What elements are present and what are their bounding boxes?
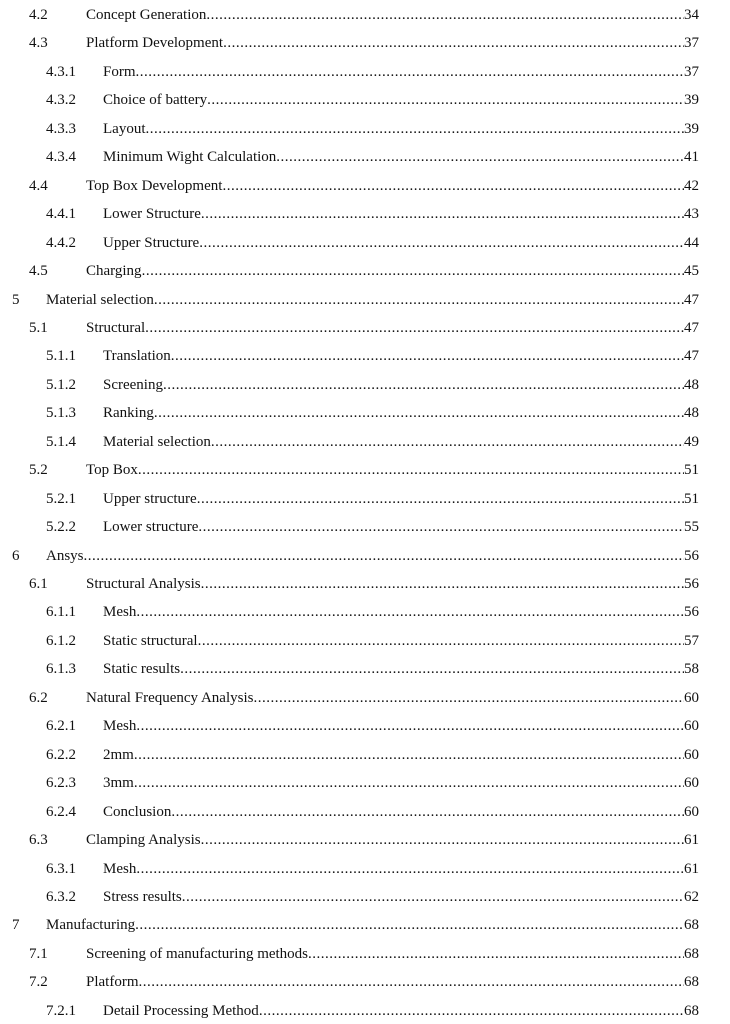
toc-entry-line xyxy=(103,715,699,737)
toc-entry-page-number: 39 xyxy=(684,92,699,109)
toc-entry-page-number: 47 xyxy=(684,319,699,336)
toc-entry-page-number: 51 xyxy=(684,490,699,507)
toc-entry-line xyxy=(103,516,699,538)
toc-entry-page-number: 56 xyxy=(684,576,699,592)
dot-leader xyxy=(145,317,684,339)
toc-entry-line xyxy=(103,801,699,823)
toc-entry[interactable] xyxy=(0,175,730,197)
toc-entry-number: 6.1.3 xyxy=(46,661,76,678)
toc-entry-page-number: 34 xyxy=(684,7,699,23)
toc-entry[interactable] xyxy=(0,943,730,965)
toc-entry-line xyxy=(86,175,699,197)
dot-leader xyxy=(135,914,684,936)
toc-entry-page-number: 47 xyxy=(684,291,699,308)
toc-entry-title[interactable]: Minimum Wight Calculation xyxy=(103,149,277,166)
toc-entry-title[interactable]: Structural Analysis xyxy=(86,576,201,592)
dot-leader xyxy=(171,345,684,367)
dot-leader xyxy=(138,459,684,481)
toc-entry-title[interactable]: Translation xyxy=(103,348,171,365)
toc-entry-page-number: 39 xyxy=(684,120,699,137)
toc-entry-line xyxy=(86,943,699,965)
dot-leader xyxy=(211,431,684,453)
toc-entry-title[interactable]: Conclusion xyxy=(103,803,172,820)
toc-entry[interactable] xyxy=(0,601,730,623)
toc-entry-number: 7.2 xyxy=(29,974,48,991)
toc-entry[interactable] xyxy=(0,829,730,851)
toc-entry-number: 6.3.1 xyxy=(46,860,76,877)
toc-entry-page-number: 45 xyxy=(684,263,699,280)
toc-entry[interactable] xyxy=(0,545,730,567)
toc-entry[interactable] xyxy=(0,687,730,709)
toc-entry-line xyxy=(86,573,699,595)
dot-leader xyxy=(136,858,684,880)
dot-leader xyxy=(136,61,684,83)
toc-entry-number: 6.2.3 xyxy=(46,775,76,792)
toc-entry-title[interactable]: Mesh xyxy=(103,860,137,877)
toc-entry-line xyxy=(86,317,699,339)
dot-leader xyxy=(222,175,684,197)
toc-entry-line xyxy=(103,402,699,424)
toc-entry-title[interactable]: Ansys xyxy=(46,547,84,564)
dot-leader xyxy=(259,1000,684,1022)
toc-entry-number: 5.1.2 xyxy=(46,376,76,393)
toc-entry-page-number: 58 xyxy=(684,661,699,678)
toc-entry-page-number: 48 xyxy=(684,405,699,422)
toc-entry-page-number: 62 xyxy=(684,888,699,905)
dot-leader xyxy=(276,146,684,168)
toc-entry-title[interactable]: Lower structure xyxy=(103,519,199,536)
toc-entry-page-number: 60 xyxy=(684,718,699,735)
toc-entry-page-number: 48 xyxy=(684,376,699,393)
toc-entry-number: 5.2.1 xyxy=(46,490,76,507)
toc-entry-title[interactable]: 3mm xyxy=(103,775,134,792)
dot-leader xyxy=(134,772,684,794)
toc-entry-line xyxy=(86,4,699,26)
toc-entry-number: 4.4 xyxy=(29,177,48,194)
toc-entry-line xyxy=(103,488,699,510)
dot-leader xyxy=(154,289,684,311)
toc-entry-line xyxy=(103,89,699,111)
toc-entry-number: 6.2.4 xyxy=(46,803,76,820)
toc-entry-page-number: 68 xyxy=(684,974,699,991)
toc-entry[interactable] xyxy=(0,516,730,538)
dot-leader xyxy=(201,829,684,851)
toc-entry[interactable] xyxy=(0,203,730,225)
toc-entry[interactable] xyxy=(0,260,730,282)
toc-entry[interactable] xyxy=(0,118,730,140)
toc-entry[interactable] xyxy=(0,89,730,111)
dot-leader xyxy=(180,658,684,680)
toc-entry[interactable] xyxy=(0,886,730,908)
toc-entry-title[interactable]: Ranking xyxy=(103,405,154,422)
toc-entry-number: 4.2 xyxy=(29,7,48,23)
toc-entry-line xyxy=(103,630,699,652)
toc-entry-line xyxy=(103,744,699,766)
toc-entry-line xyxy=(103,374,699,396)
toc-entry-title[interactable]: Screening xyxy=(103,376,163,393)
toc-entry-page-number: 68 xyxy=(684,917,699,934)
toc-entry-title[interactable]: Natural Frequency Analysis xyxy=(86,689,254,706)
toc-entry-number: 6.3.2 xyxy=(46,888,76,905)
toc-entry-line xyxy=(103,601,699,623)
toc-entry-number: 7.1 xyxy=(29,945,48,962)
toc-entry-line xyxy=(103,772,699,794)
toc-entry-title[interactable]: Lower Structure xyxy=(103,206,201,223)
toc-entry-title[interactable]: Layout xyxy=(103,120,146,137)
toc-entry-line xyxy=(103,431,699,453)
toc-entry-page-number: 55 xyxy=(684,519,699,536)
toc-entry-page-number: 41 xyxy=(684,149,699,166)
toc-entry-title[interactable]: Choice of battery xyxy=(103,92,208,109)
toc-entry-line xyxy=(86,260,699,282)
toc-entry[interactable] xyxy=(0,772,730,794)
toc-entry-page-number: 60 xyxy=(684,775,699,792)
dot-leader xyxy=(182,886,684,908)
dot-leader xyxy=(154,402,684,424)
toc-entry-number: 4.3.1 xyxy=(46,63,76,80)
dot-leader xyxy=(199,232,684,254)
toc-entry[interactable] xyxy=(0,971,730,993)
toc-entry-page-number: 49 xyxy=(684,433,699,450)
toc-entry[interactable] xyxy=(0,146,730,168)
toc-entry-title[interactable]: Static structural xyxy=(103,632,198,649)
toc-entry-page-number: 47 xyxy=(684,348,699,365)
toc-entry[interactable] xyxy=(0,573,730,595)
dot-leader xyxy=(308,943,684,965)
toc-entry-title[interactable]: Upper Structure xyxy=(103,234,200,251)
toc-entry-number: 4.4.2 xyxy=(46,234,76,251)
dot-leader xyxy=(223,32,684,54)
dot-leader xyxy=(136,601,684,623)
toc-entry[interactable] xyxy=(0,744,730,766)
toc-entry-line xyxy=(103,61,699,83)
toc-entry-line xyxy=(46,545,699,567)
toc-entry-title[interactable]: Platform Development xyxy=(86,35,224,52)
dot-leader xyxy=(198,516,684,538)
dot-leader xyxy=(253,687,684,709)
toc-entry[interactable] xyxy=(0,232,730,254)
toc-entry-title[interactable]: 2mm xyxy=(103,746,134,763)
dot-leader xyxy=(198,630,684,652)
toc-entry-number: 7.2.1 xyxy=(46,1002,76,1019)
toc-entry-page-number: 68 xyxy=(684,1002,699,1019)
toc-entry-number: 6 xyxy=(12,547,20,564)
toc-entry-title[interactable]: Material selection xyxy=(46,291,154,308)
toc-entry-page-number: 51 xyxy=(684,462,699,479)
toc-entry-line xyxy=(103,203,699,225)
toc-entry-page-number: 37 xyxy=(684,35,699,52)
toc-entry-page-number: 57 xyxy=(684,632,699,649)
toc-entry-page-number: 61 xyxy=(684,860,699,877)
toc-entry-page-number: 60 xyxy=(684,803,699,820)
toc-entry[interactable] xyxy=(0,858,730,880)
toc-entry-title[interactable]: Charging xyxy=(86,263,142,280)
toc-entry-title[interactable]: Detail Processing Method xyxy=(103,1002,259,1019)
toc-entry[interactable] xyxy=(0,317,730,339)
toc-entry-line xyxy=(86,971,699,993)
toc-entry[interactable] xyxy=(0,374,730,396)
toc-entry-page-number: 60 xyxy=(684,746,699,763)
toc-entry-page-number: 37 xyxy=(684,63,699,80)
toc-entry-title[interactable]: Concept Generation xyxy=(86,7,207,23)
toc-entry-page-number: 43 xyxy=(684,206,699,223)
toc-entry-page-number: 44 xyxy=(684,234,699,251)
toc-entry[interactable] xyxy=(0,658,730,680)
toc-entry-line xyxy=(86,32,699,54)
toc-entry-line xyxy=(46,914,699,936)
toc-entry-page-number: 68 xyxy=(684,945,699,962)
dot-leader xyxy=(134,744,684,766)
toc-entry-title[interactable]: Stress results xyxy=(103,888,182,905)
dot-leader xyxy=(136,715,684,737)
toc-entry-line xyxy=(103,118,699,140)
toc-entry-title[interactable]: Screening of manufacturing methods xyxy=(86,945,309,962)
dot-leader xyxy=(142,260,684,282)
dot-leader xyxy=(171,801,684,823)
dot-leader xyxy=(163,374,684,396)
toc-entry-number: 5 xyxy=(12,291,20,308)
toc-entry-number: 6.3 xyxy=(29,832,48,849)
toc-entry-number: 5.2 xyxy=(29,462,48,479)
toc-entry-line xyxy=(103,1000,699,1022)
toc-entry-number: 6.2.1 xyxy=(46,718,76,735)
toc-entry-title[interactable]: Upper structure xyxy=(103,490,197,507)
toc-entry[interactable] xyxy=(0,289,730,311)
toc-entry-title[interactable]: Top Box xyxy=(86,462,138,479)
toc-entry-page-number: 56 xyxy=(684,547,699,564)
toc-entry[interactable] xyxy=(0,4,730,26)
toc-entry-line xyxy=(86,459,699,481)
dot-leader xyxy=(84,545,684,567)
toc-entry-title[interactable]: Mesh xyxy=(103,718,137,735)
toc-entry-number: 4.3.2 xyxy=(46,92,76,109)
dot-leader xyxy=(201,573,684,595)
toc-entry-number: 5.2.2 xyxy=(46,519,76,536)
toc-entry-number: 4.3.3 xyxy=(46,120,76,137)
toc-entry[interactable] xyxy=(0,431,730,453)
toc-entry-page-number: 42 xyxy=(684,177,699,194)
toc-entry[interactable] xyxy=(0,32,730,54)
toc-entry-line xyxy=(103,146,699,168)
toc-entry-line xyxy=(103,345,699,367)
toc-entry[interactable] xyxy=(0,801,730,823)
toc-entry[interactable] xyxy=(0,345,730,367)
dot-leader xyxy=(201,203,684,225)
dot-leader xyxy=(146,118,685,140)
dot-leader xyxy=(206,4,684,26)
toc-entry-line xyxy=(86,687,699,709)
toc-entry-title[interactable]: Structural xyxy=(86,319,146,336)
toc-entry-page-number: 60 xyxy=(684,689,699,706)
toc-entry-line xyxy=(103,858,699,880)
dot-leader xyxy=(207,89,684,111)
dot-leader xyxy=(139,971,685,993)
toc-entry[interactable] xyxy=(0,488,730,510)
toc-entry-number: 4.3 xyxy=(29,35,48,52)
toc-entry-page-number: 56 xyxy=(684,604,699,621)
toc-entry-number: 6.2 xyxy=(29,689,48,706)
toc-entry-line xyxy=(103,886,699,908)
toc-entry-number: 6.1.2 xyxy=(46,632,76,649)
toc-entry-number: 6.2.2 xyxy=(46,746,76,763)
toc-entry[interactable] xyxy=(0,1000,730,1022)
toc-entry[interactable] xyxy=(0,715,730,737)
toc-entry[interactable] xyxy=(0,914,730,936)
toc-entry-number: 7 xyxy=(12,917,20,934)
toc-entry-title[interactable]: Top Box Development xyxy=(86,177,223,194)
toc-entry-line xyxy=(103,232,699,254)
toc-entry[interactable] xyxy=(0,459,730,481)
toc-entry-line xyxy=(103,658,699,680)
toc-entry-title[interactable]: Platform xyxy=(86,974,139,991)
toc-entry-title[interactable]: Form xyxy=(103,63,136,80)
toc-entry-number: 5.1.4 xyxy=(46,433,76,450)
toc-entry-number: 5.1.3 xyxy=(46,405,76,422)
toc-entry-title[interactable]: Clamping Analysis xyxy=(86,832,201,849)
toc-entry-title[interactable]: Material selection xyxy=(103,433,211,450)
toc-entry-number: 5.1 xyxy=(29,319,48,336)
toc-entry-number: 4.5 xyxy=(29,263,48,280)
toc-entry[interactable] xyxy=(0,402,730,424)
toc-entry-number: 4.3.4 xyxy=(46,149,76,166)
toc-entry-number: 6.1 xyxy=(29,576,48,592)
toc-entry-page-number: 61 xyxy=(684,832,699,849)
toc-entry-title[interactable]: Static results xyxy=(103,661,181,678)
toc-entry-line xyxy=(46,289,699,311)
toc-entry-number: 6.1.1 xyxy=(46,604,76,621)
toc-entry-title[interactable]: Manufacturing xyxy=(46,917,136,934)
dot-leader xyxy=(197,488,684,510)
toc-entry-line xyxy=(86,829,699,851)
toc-entry-number: 5.1.1 xyxy=(46,348,76,365)
toc-entry-title[interactable]: Mesh xyxy=(103,604,137,621)
toc-entry-number: 4.4.1 xyxy=(46,206,76,223)
toc-entry[interactable] xyxy=(0,61,730,83)
toc-entry[interactable] xyxy=(0,630,730,652)
